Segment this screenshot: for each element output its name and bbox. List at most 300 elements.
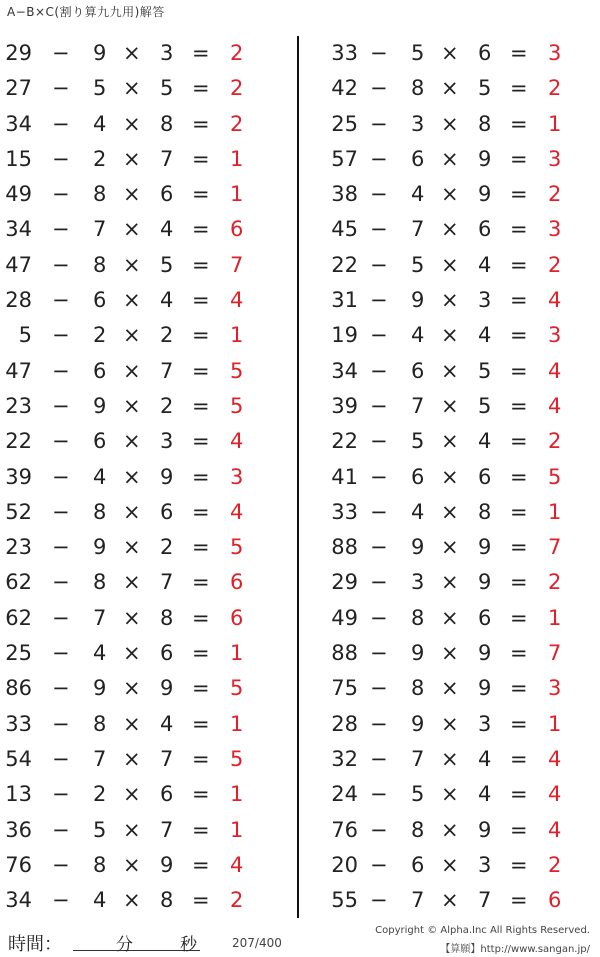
operand-c: 6 [160, 499, 174, 524]
operand-a: 34 [5, 111, 32, 136]
answer: 2 [548, 76, 562, 101]
equals-sign: = [510, 746, 528, 771]
problem-row [0, 601, 280, 636]
operand-a: 39 [331, 393, 358, 418]
problem-row [0, 671, 280, 706]
operand-c: 4 [160, 288, 174, 313]
operand-b: 8 [93, 711, 107, 736]
problem-row [0, 777, 280, 812]
operand-a: 20 [331, 852, 358, 877]
times-sign: × [123, 676, 141, 701]
equals-sign: = [192, 146, 210, 171]
equals-sign: = [192, 711, 210, 736]
operand-c: 4 [160, 217, 174, 242]
problem-row [0, 354, 280, 389]
operand-c: 6 [478, 217, 492, 242]
times-sign: × [123, 888, 141, 913]
problem-row [0, 883, 280, 918]
problem-row [0, 107, 280, 142]
operand-c: 3 [478, 711, 492, 736]
times-sign: × [123, 76, 141, 101]
equals-sign: = [510, 252, 528, 277]
answer: 2 [230, 111, 244, 136]
problem-row [0, 212, 280, 247]
operand-a: 5 [18, 323, 32, 348]
operand-c: 8 [160, 111, 174, 136]
operand-a: 25 [5, 641, 32, 666]
minus-sign: − [370, 817, 388, 842]
operand-a: 34 [331, 358, 358, 383]
operand-a: 54 [5, 746, 32, 771]
minus-sign: − [52, 429, 70, 454]
times-sign: × [123, 570, 141, 595]
answer: 5 [548, 464, 562, 489]
times-sign: × [441, 570, 459, 595]
problem-row [318, 565, 598, 600]
minus-sign: − [370, 711, 388, 736]
operand-b: 5 [411, 41, 425, 65]
operand-b: 4 [411, 323, 425, 348]
minus-sign: − [52, 711, 70, 736]
answer: 3 [548, 676, 562, 701]
answer: 4 [548, 358, 562, 383]
problem-row [0, 707, 280, 742]
operand-b: 6 [93, 358, 107, 383]
operand-c: 9 [478, 146, 492, 171]
operand-a: 86 [5, 676, 32, 701]
operand-b: 6 [411, 852, 425, 877]
operand-b: 6 [411, 146, 425, 171]
equals-sign: = [510, 393, 528, 418]
equals-sign: = [510, 499, 528, 524]
equals-sign: = [510, 429, 528, 454]
operand-b: 3 [411, 111, 425, 136]
answer: 1 [230, 782, 244, 807]
answer: 2 [230, 41, 244, 65]
problem-row [0, 71, 280, 106]
operand-b: 8 [93, 570, 107, 595]
answer: 3 [548, 41, 562, 65]
times-sign: × [441, 146, 459, 171]
times-sign: × [123, 252, 141, 277]
times-sign: × [441, 641, 459, 666]
equals-sign: = [192, 41, 210, 65]
problem-column-right [318, 36, 598, 918]
problem-row [0, 742, 280, 777]
equals-sign: = [192, 323, 210, 348]
operand-c: 9 [478, 817, 492, 842]
times-sign: × [441, 605, 459, 630]
equals-sign: = [510, 111, 528, 136]
equals-sign: = [510, 217, 528, 242]
operand-a: 88 [331, 641, 358, 666]
problem-row [318, 283, 598, 318]
problem-row [318, 707, 598, 742]
problem-row [318, 848, 598, 883]
equals-sign: = [192, 888, 210, 913]
minus-sign: − [52, 499, 70, 524]
problem-row [318, 777, 598, 812]
problem-row [318, 742, 598, 777]
answer: 2 [548, 252, 562, 277]
operand-a: 15 [5, 146, 32, 171]
equals-sign: = [192, 288, 210, 313]
equals-sign: = [192, 817, 210, 842]
operand-b: 9 [411, 711, 425, 736]
answer: 1 [548, 605, 562, 630]
answer: 1 [548, 499, 562, 524]
minus-sign: − [370, 464, 388, 489]
operand-c: 8 [160, 888, 174, 913]
operand-b: 9 [93, 535, 107, 560]
times-sign: × [441, 464, 459, 489]
equals-sign: = [510, 146, 528, 171]
times-sign: × [123, 711, 141, 736]
times-sign: × [441, 711, 459, 736]
minus-sign: − [370, 605, 388, 630]
operand-c: 4 [478, 252, 492, 277]
minus-sign: − [370, 146, 388, 171]
minus-sign: − [52, 641, 70, 666]
site-credit: 【算願】http://www.sangan.jp/ [440, 944, 590, 955]
times-sign: × [123, 605, 141, 630]
answer: 3 [548, 217, 562, 242]
operand-b: 4 [93, 888, 107, 913]
operand-b: 2 [93, 146, 107, 171]
answer: 6 [230, 570, 244, 595]
problem-row [318, 354, 598, 389]
operand-b: 6 [411, 464, 425, 489]
problem-row [0, 424, 280, 459]
problem-row [0, 142, 280, 177]
times-sign: × [441, 182, 459, 207]
equals-sign: = [192, 499, 210, 524]
operand-b: 9 [93, 41, 107, 65]
operand-a: 29 [331, 570, 358, 595]
operand-b: 9 [93, 676, 107, 701]
operand-b: 2 [93, 323, 107, 348]
equals-sign: = [192, 111, 210, 136]
operand-a: 36 [5, 817, 32, 842]
operand-c: 2 [160, 393, 174, 418]
minus-sign: − [52, 817, 70, 842]
times-sign: × [123, 393, 141, 418]
minus-sign: − [370, 570, 388, 595]
operand-b: 7 [411, 888, 425, 913]
equals-sign: = [510, 288, 528, 313]
times-sign: × [441, 111, 459, 136]
operand-c: 6 [478, 605, 492, 630]
equals-sign: = [192, 852, 210, 877]
operand-c: 9 [160, 464, 174, 489]
answer: 2 [548, 182, 562, 207]
operand-a: 49 [331, 605, 358, 630]
operand-c: 9 [478, 570, 492, 595]
answer: 7 [548, 641, 562, 666]
operand-c: 4 [478, 746, 492, 771]
problem-row [318, 883, 598, 918]
problem-row [0, 565, 280, 600]
times-sign: × [441, 217, 459, 242]
operand-c: 7 [160, 570, 174, 595]
problem-column-left [0, 36, 280, 918]
equals-sign: = [192, 570, 210, 595]
answer: 6 [230, 217, 244, 242]
problem-row [318, 248, 598, 283]
equals-sign: = [510, 605, 528, 630]
problem-row [0, 848, 280, 883]
operand-c: 7 [160, 817, 174, 842]
answer: 4 [548, 782, 562, 807]
operand-a: 28 [331, 711, 358, 736]
operand-b: 8 [411, 817, 425, 842]
times-sign: × [441, 852, 459, 877]
answer: 3 [230, 464, 244, 489]
minus-sign: − [370, 746, 388, 771]
operand-c: 6 [160, 782, 174, 807]
problem-row [0, 177, 280, 212]
problem-row [0, 318, 280, 353]
minus-sign: − [52, 782, 70, 807]
problem-row [318, 636, 598, 671]
operand-c: 6 [160, 641, 174, 666]
problem-row [318, 460, 598, 495]
operand-b: 4 [93, 111, 107, 136]
problem-row [318, 671, 598, 706]
problem-row [318, 71, 598, 106]
minus-sign: − [52, 111, 70, 136]
answer: 4 [230, 288, 244, 313]
problem-row [318, 495, 598, 530]
equals-sign: = [192, 782, 210, 807]
answer: 2 [548, 570, 562, 595]
operand-c: 2 [160, 535, 174, 560]
operand-c: 8 [160, 605, 174, 630]
times-sign: × [441, 41, 459, 65]
times-sign: × [441, 499, 459, 524]
problem-row [0, 495, 280, 530]
answer: 1 [548, 111, 562, 136]
minus-sign: − [370, 41, 388, 65]
operand-b: 8 [93, 182, 107, 207]
minus-sign: − [370, 676, 388, 701]
answer: 7 [230, 252, 244, 277]
time-label: 時間： [8, 934, 62, 955]
times-sign: × [441, 323, 459, 348]
equals-sign: = [510, 817, 528, 842]
problem-row [0, 813, 280, 848]
operand-b: 6 [411, 358, 425, 383]
times-sign: × [123, 146, 141, 171]
operand-a: 29 [5, 41, 32, 65]
operand-a: 31 [331, 288, 358, 313]
operand-a: 62 [5, 570, 32, 595]
operand-a: 32 [331, 746, 358, 771]
column-divider [297, 36, 299, 918]
operand-b: 6 [93, 429, 107, 454]
operand-a: 22 [331, 429, 358, 454]
operand-c: 5 [478, 76, 492, 101]
answer: 4 [548, 817, 562, 842]
operand-b: 8 [411, 605, 425, 630]
operand-a: 28 [5, 288, 32, 313]
operand-b: 7 [93, 217, 107, 242]
minus-sign: − [52, 358, 70, 383]
equals-sign: = [510, 888, 528, 913]
minus-sign: − [370, 393, 388, 418]
answer: 4 [230, 852, 244, 877]
equals-sign: = [510, 711, 528, 736]
operand-a: 33 [331, 41, 358, 65]
operand-c: 7 [478, 888, 492, 913]
equals-sign: = [510, 676, 528, 701]
operand-a: 25 [331, 111, 358, 136]
operand-b: 5 [411, 252, 425, 277]
minus-sign: − [370, 76, 388, 101]
answer: 5 [230, 358, 244, 383]
minus-sign: − [370, 182, 388, 207]
operand-a: 52 [5, 499, 32, 524]
operand-b: 7 [93, 746, 107, 771]
worksheet-title: A−B×C(割り算九九用)解答 [7, 5, 165, 19]
times-sign: × [123, 323, 141, 348]
problem-row [0, 530, 280, 565]
times-sign: × [441, 429, 459, 454]
minus-sign: − [370, 852, 388, 877]
operand-a: 34 [5, 217, 32, 242]
operand-a: 13 [5, 782, 32, 807]
operand-c: 3 [478, 288, 492, 313]
operand-b: 8 [93, 852, 107, 877]
times-sign: × [441, 535, 459, 560]
answer: 1 [230, 146, 244, 171]
operand-a: 42 [331, 76, 358, 101]
minus-sign: − [52, 888, 70, 913]
operand-c: 2 [160, 323, 174, 348]
answer: 4 [230, 499, 244, 524]
equals-sign: = [510, 464, 528, 489]
problem-row [318, 601, 598, 636]
equals-sign: = [510, 41, 528, 65]
equals-sign: = [510, 535, 528, 560]
operand-c: 3 [160, 429, 174, 454]
answer: 1 [230, 817, 244, 842]
operand-b: 6 [93, 288, 107, 313]
operand-b: 9 [93, 393, 107, 418]
minus-sign: − [370, 782, 388, 807]
operand-a: 33 [331, 499, 358, 524]
times-sign: × [441, 393, 459, 418]
operand-c: 6 [478, 464, 492, 489]
minus-sign: − [370, 888, 388, 913]
answer: 1 [230, 182, 244, 207]
operand-a: 57 [331, 146, 358, 171]
operand-a: 39 [5, 464, 32, 489]
problem-row [0, 248, 280, 283]
operand-b: 8 [411, 676, 425, 701]
answer: 2 [230, 76, 244, 101]
answer: 7 [548, 535, 562, 560]
problem-row [318, 212, 598, 247]
minus-sign: − [52, 288, 70, 313]
answer: 4 [548, 288, 562, 313]
operand-a: 23 [5, 535, 32, 560]
operand-c: 7 [160, 358, 174, 383]
answer: 3 [548, 146, 562, 171]
problem-row [318, 424, 598, 459]
times-sign: × [123, 111, 141, 136]
answer: 3 [548, 323, 562, 348]
operand-c: 4 [160, 711, 174, 736]
operand-b: 9 [411, 641, 425, 666]
answer: 5 [230, 676, 244, 701]
minus-sign: − [52, 41, 70, 65]
operand-a: 38 [331, 182, 358, 207]
minus-sign: − [370, 535, 388, 560]
equals-sign: = [192, 358, 210, 383]
operand-c: 5 [478, 393, 492, 418]
operand-a: 22 [5, 429, 32, 454]
times-sign: × [441, 817, 459, 842]
minus-sign: − [52, 323, 70, 348]
problem-row [318, 107, 598, 142]
operand-c: 5 [160, 252, 174, 277]
operand-b: 2 [93, 782, 107, 807]
times-sign: × [123, 464, 141, 489]
operand-a: 49 [5, 182, 32, 207]
operand-b: 4 [93, 464, 107, 489]
equals-sign: = [510, 782, 528, 807]
minus-sign: − [52, 182, 70, 207]
operand-c: 8 [478, 111, 492, 136]
times-sign: × [123, 782, 141, 807]
problem-row [318, 530, 598, 565]
operand-b: 3 [411, 570, 425, 595]
operand-c: 9 [478, 182, 492, 207]
times-sign: × [441, 358, 459, 383]
operand-b: 8 [411, 76, 425, 101]
problem-row [0, 636, 280, 671]
minus-sign: − [370, 499, 388, 524]
operand-c: 3 [478, 852, 492, 877]
minus-sign: − [52, 252, 70, 277]
times-sign: × [441, 288, 459, 313]
problem-row [318, 318, 598, 353]
times-sign: × [123, 746, 141, 771]
operand-a: 47 [5, 252, 32, 277]
operand-b: 4 [93, 641, 107, 666]
operand-c: 3 [160, 41, 174, 65]
equals-sign: = [192, 393, 210, 418]
minus-sign: − [370, 217, 388, 242]
operand-b: 5 [93, 76, 107, 101]
operand-c: 6 [478, 41, 492, 65]
equals-sign: = [510, 641, 528, 666]
equals-sign: = [192, 746, 210, 771]
times-sign: × [123, 852, 141, 877]
operand-a: 24 [331, 782, 358, 807]
equals-sign: = [192, 641, 210, 666]
equals-sign: = [192, 76, 210, 101]
operand-a: 19 [331, 323, 358, 348]
times-sign: × [123, 182, 141, 207]
equals-sign: = [510, 852, 528, 877]
operand-c: 4 [478, 782, 492, 807]
equals-sign: = [510, 570, 528, 595]
seconds-unit: 秒 [180, 935, 197, 955]
minus-sign: − [52, 464, 70, 489]
equals-sign: = [510, 76, 528, 101]
